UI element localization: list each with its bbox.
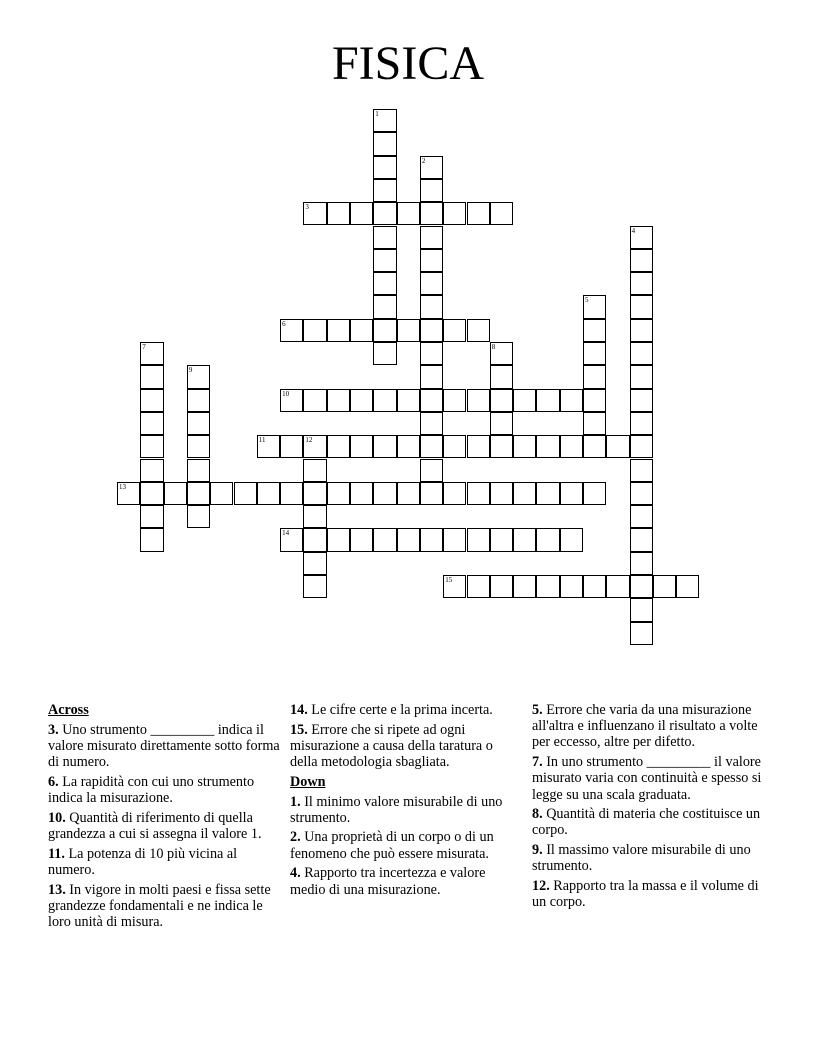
grid-cell[interactable] xyxy=(373,109,396,132)
grid-cell[interactable] xyxy=(420,226,443,249)
grid-cell[interactable] xyxy=(560,389,583,412)
grid-cell[interactable] xyxy=(630,552,653,575)
grid-cell[interactable] xyxy=(303,435,326,458)
clue-across-15: 15. Errore che si ripete ad ogni misurazione a causa della taratura o della metodologia sbagliata. xyxy=(290,721,493,771)
grid-cell[interactable] xyxy=(583,295,606,318)
clue-across-14: 14. Le cifre certe e la prima incerta. xyxy=(290,702,493,718)
grid-cell[interactable] xyxy=(373,249,396,272)
grid-cell[interactable] xyxy=(536,528,559,551)
clues-column-2 xyxy=(290,702,522,901)
clue-number: 10 xyxy=(282,389,290,398)
clue-down-8: 8. Quantità di materia che costituisce un corpo. xyxy=(532,806,761,839)
grid-cell[interactable] xyxy=(420,272,443,295)
grid-cell[interactable] xyxy=(187,435,210,458)
grid-cell[interactable] xyxy=(630,389,653,412)
grid-cell[interactable] xyxy=(443,435,466,458)
grid-cell[interactable] xyxy=(187,389,210,412)
grid-cell[interactable] xyxy=(234,482,257,505)
grid-cell[interactable] xyxy=(210,482,233,505)
grid-cell[interactable] xyxy=(490,435,513,458)
clue-number: 11 xyxy=(258,436,266,445)
grid-cell[interactable] xyxy=(536,482,559,505)
grid-cell[interactable] xyxy=(140,365,163,388)
grid-cell[interactable] xyxy=(187,459,210,482)
grid-cell[interactable] xyxy=(490,389,513,412)
grid-cell[interactable] xyxy=(420,365,443,388)
grid-cell[interactable] xyxy=(420,295,443,318)
grid-cell[interactable] xyxy=(467,575,490,598)
grid-cell[interactable] xyxy=(350,482,373,505)
grid-cell[interactable] xyxy=(327,389,350,412)
grid-cell[interactable] xyxy=(420,528,443,551)
grid-cell[interactable] xyxy=(630,319,653,342)
grid-cell[interactable] xyxy=(303,505,326,528)
clue-down-2: 2. Una proprietà di un corpo o di un fenomeno che può essere misurata. xyxy=(290,829,494,862)
clue-down-4: 4. Rapporto tra incertezza e valore medio di una misurazione. xyxy=(290,865,486,898)
grid-cell[interactable] xyxy=(303,528,326,551)
grid-cell[interactable] xyxy=(373,132,396,155)
grid-cell[interactable] xyxy=(630,505,653,528)
grid-cell[interactable] xyxy=(350,528,373,551)
grid-cell[interactable] xyxy=(560,528,583,551)
grid-cell[interactable] xyxy=(117,482,140,505)
grid-cell[interactable] xyxy=(420,156,443,179)
grid-cell[interactable] xyxy=(303,482,326,505)
clues-column-1 xyxy=(48,702,284,934)
grid-cell[interactable] xyxy=(583,342,606,365)
grid-cell[interactable] xyxy=(467,202,490,225)
grid-cell[interactable] xyxy=(350,319,373,342)
grid-cell[interactable] xyxy=(303,202,326,225)
grid-cell[interactable] xyxy=(397,389,420,412)
down-heading: Down xyxy=(290,773,326,790)
grid-cell[interactable] xyxy=(373,482,396,505)
clue-number: 12 xyxy=(305,436,313,445)
grid-cell[interactable] xyxy=(303,575,326,598)
grid-cell[interactable] xyxy=(583,389,606,412)
grid-cell[interactable] xyxy=(373,342,396,365)
grid-cell[interactable] xyxy=(560,482,583,505)
grid-cell[interactable] xyxy=(513,528,536,551)
clue-number: 14 xyxy=(282,529,290,538)
grid-cell[interactable] xyxy=(630,295,653,318)
clue-number: 3 xyxy=(305,203,309,212)
clue-number: 9 xyxy=(188,366,193,375)
grid-cell[interactable] xyxy=(653,575,676,598)
grid-cell[interactable] xyxy=(373,435,396,458)
grid-cell[interactable] xyxy=(467,319,490,342)
grid-cell[interactable] xyxy=(513,575,536,598)
grid-cell[interactable] xyxy=(606,435,629,458)
grid-cell[interactable] xyxy=(467,528,490,551)
clue-down-9: 9. Il massimo valore misurabile di uno strumento. xyxy=(532,842,751,875)
clue-number: 4 xyxy=(631,226,636,235)
clue-across-10: 10. Quantità di riferimento di quella grandezza a cui si assegna il valore 1. xyxy=(48,809,262,842)
grid-cell[interactable] xyxy=(140,389,163,412)
grid-cell[interactable] xyxy=(140,435,163,458)
grid-cell[interactable] xyxy=(443,575,466,598)
grid-cell[interactable] xyxy=(490,412,513,435)
grid-cell[interactable] xyxy=(630,528,653,551)
grid-cell[interactable] xyxy=(513,389,536,412)
grid-cell[interactable] xyxy=(373,528,396,551)
grid-cell[interactable] xyxy=(140,505,163,528)
grid-cell[interactable] xyxy=(630,575,653,598)
grid-cell[interactable] xyxy=(420,412,443,435)
grid-cell[interactable] xyxy=(630,249,653,272)
grid-cell[interactable] xyxy=(187,482,210,505)
grid-cell[interactable] xyxy=(583,412,606,435)
grid-cell[interactable] xyxy=(420,482,443,505)
clue-number: 2 xyxy=(421,156,426,165)
grid-cell[interactable] xyxy=(280,319,303,342)
grid-cell[interactable] xyxy=(420,319,443,342)
page-title: FISICA xyxy=(331,37,485,90)
grid-cell[interactable] xyxy=(140,459,163,482)
grid-cell[interactable] xyxy=(373,272,396,295)
grid-cell[interactable] xyxy=(536,435,559,458)
grid-cell[interactable] xyxy=(327,528,350,551)
clue-number: 1 xyxy=(375,110,379,118)
grid-cell[interactable] xyxy=(606,575,629,598)
grid-cell[interactable] xyxy=(257,435,280,458)
grid-cell[interactable] xyxy=(350,389,373,412)
grid-cell[interactable] xyxy=(560,435,583,458)
grid-cell[interactable] xyxy=(630,226,653,249)
clue-number: 13 xyxy=(119,482,126,491)
grid-cell[interactable] xyxy=(490,482,513,505)
clue-down-7: 7. In uno strumento _________ il valore misurato varia con continuità e spesso si legge su una scala graduata. xyxy=(532,754,762,803)
grid-cell[interactable] xyxy=(490,342,513,365)
grid-cell[interactable] xyxy=(420,459,443,482)
grid-cell[interactable] xyxy=(443,528,466,551)
grid-cell[interactable] xyxy=(257,482,280,505)
grid-cell[interactable] xyxy=(303,459,326,482)
grid-cell[interactable] xyxy=(490,365,513,388)
grid-cell[interactable] xyxy=(536,575,559,598)
grid-cell[interactable] xyxy=(373,295,396,318)
grid-cell[interactable] xyxy=(443,319,466,342)
grid-cell[interactable] xyxy=(397,528,420,551)
grid-cell[interactable] xyxy=(420,202,443,225)
grid-cell[interactable] xyxy=(280,482,303,505)
grid-cell[interactable] xyxy=(327,435,350,458)
grid-cell[interactable] xyxy=(373,319,396,342)
grid-cell[interactable] xyxy=(187,365,210,388)
grid-cell[interactable] xyxy=(630,412,653,435)
clue-across-13: 13. In vigore in molti paesi e fissa sette grandezze fondamentali e ne indica le loro unità di misura. xyxy=(48,881,271,930)
grid-cell[interactable] xyxy=(327,482,350,505)
clue-across-6: 6. La rapidità con cui uno strumento indica la misurazione. xyxy=(48,773,255,807)
clue-number: 7 xyxy=(142,343,146,351)
grid-cell[interactable] xyxy=(513,435,536,458)
clue-number: 5 xyxy=(585,296,589,305)
grid-cell[interactable] xyxy=(467,482,490,505)
grid-cell[interactable] xyxy=(327,202,350,225)
grid-cell[interactable] xyxy=(350,202,373,225)
grid-cell[interactable] xyxy=(443,389,466,412)
clue-down-5: 5. Errore che varia da una misurazione all'altra e influenzano il risultato a volte per eccesso, altre per difetto. xyxy=(532,702,758,751)
grid-cell[interactable] xyxy=(350,435,373,458)
clue-number: 6 xyxy=(282,319,286,328)
grid-cell[interactable] xyxy=(630,435,653,458)
grid-cell[interactable] xyxy=(630,272,653,295)
grid-cell[interactable] xyxy=(443,482,466,505)
grid-cell[interactable] xyxy=(303,552,326,575)
grid-cell[interactable] xyxy=(397,202,420,225)
grid-cell[interactable] xyxy=(303,319,326,342)
grid-cell[interactable] xyxy=(420,179,443,202)
grid-cell[interactable] xyxy=(630,342,653,365)
grid-cell[interactable] xyxy=(583,319,606,342)
grid-cell[interactable] xyxy=(280,389,303,412)
across-heading: Across xyxy=(48,702,89,718)
grid-cell[interactable] xyxy=(420,249,443,272)
clue-number: 8 xyxy=(491,343,496,351)
clues-column-3 xyxy=(532,702,768,914)
grid-cell[interactable] xyxy=(303,389,326,412)
grid-cell[interactable] xyxy=(420,389,443,412)
grid-cell[interactable] xyxy=(676,575,699,598)
grid-cell[interactable] xyxy=(630,482,653,505)
grid-cell[interactable] xyxy=(187,505,210,528)
grid-cell[interactable] xyxy=(630,365,653,388)
grid-cell[interactable] xyxy=(140,528,163,551)
grid-cell[interactable] xyxy=(443,202,466,225)
grid-cell[interactable] xyxy=(397,482,420,505)
grid-cell[interactable] xyxy=(187,412,210,435)
grid-cell[interactable] xyxy=(373,179,396,202)
clue-across-3: 3. Uno strumento _________ indica il valore misurato direttamente sotto forma di numero. xyxy=(48,721,280,771)
grid-cell[interactable] xyxy=(630,459,653,482)
grid-cell[interactable] xyxy=(630,598,653,621)
grid-cell[interactable] xyxy=(583,482,606,505)
grid-cell[interactable] xyxy=(420,342,443,365)
clue-down-12: 12. Rapporto tra la massa e il volume di un corpo. xyxy=(532,878,759,911)
grid-cell[interactable] xyxy=(280,528,303,551)
grid-cell[interactable] xyxy=(140,482,163,505)
grid-cell[interactable] xyxy=(583,365,606,388)
clue-across-11: 11. La potenza di 10 più vicina al numero. xyxy=(48,845,238,878)
grid-cell[interactable] xyxy=(490,202,513,225)
grid-cell[interactable] xyxy=(373,226,396,249)
grid-cell[interactable] xyxy=(397,435,420,458)
grid-cell[interactable] xyxy=(280,435,303,458)
grid-cell[interactable] xyxy=(373,156,396,179)
grid-cell[interactable] xyxy=(140,342,163,365)
grid-cell[interactable] xyxy=(373,389,396,412)
grid-cell[interactable] xyxy=(630,622,653,645)
grid-cell[interactable] xyxy=(513,482,536,505)
grid-cell[interactable] xyxy=(420,435,443,458)
grid-cell[interactable] xyxy=(583,575,606,598)
grid-cell[interactable] xyxy=(397,319,420,342)
grid-cell[interactable] xyxy=(373,202,396,225)
grid-cell[interactable] xyxy=(490,575,513,598)
grid-cell[interactable] xyxy=(467,389,490,412)
clue-down-1: 1. Il minimo valore misurabile di uno strumento. xyxy=(290,793,503,826)
grid-cell[interactable] xyxy=(536,389,559,412)
grid-cell[interactable] xyxy=(327,319,350,342)
grid-cell[interactable] xyxy=(583,435,606,458)
grid-cell[interactable] xyxy=(490,528,513,551)
clue-number: 15 xyxy=(445,576,453,584)
grid-cell[interactable] xyxy=(164,482,187,505)
grid-cell[interactable] xyxy=(140,412,163,435)
grid-cell[interactable] xyxy=(560,575,583,598)
grid-cell[interactable] xyxy=(467,435,490,458)
